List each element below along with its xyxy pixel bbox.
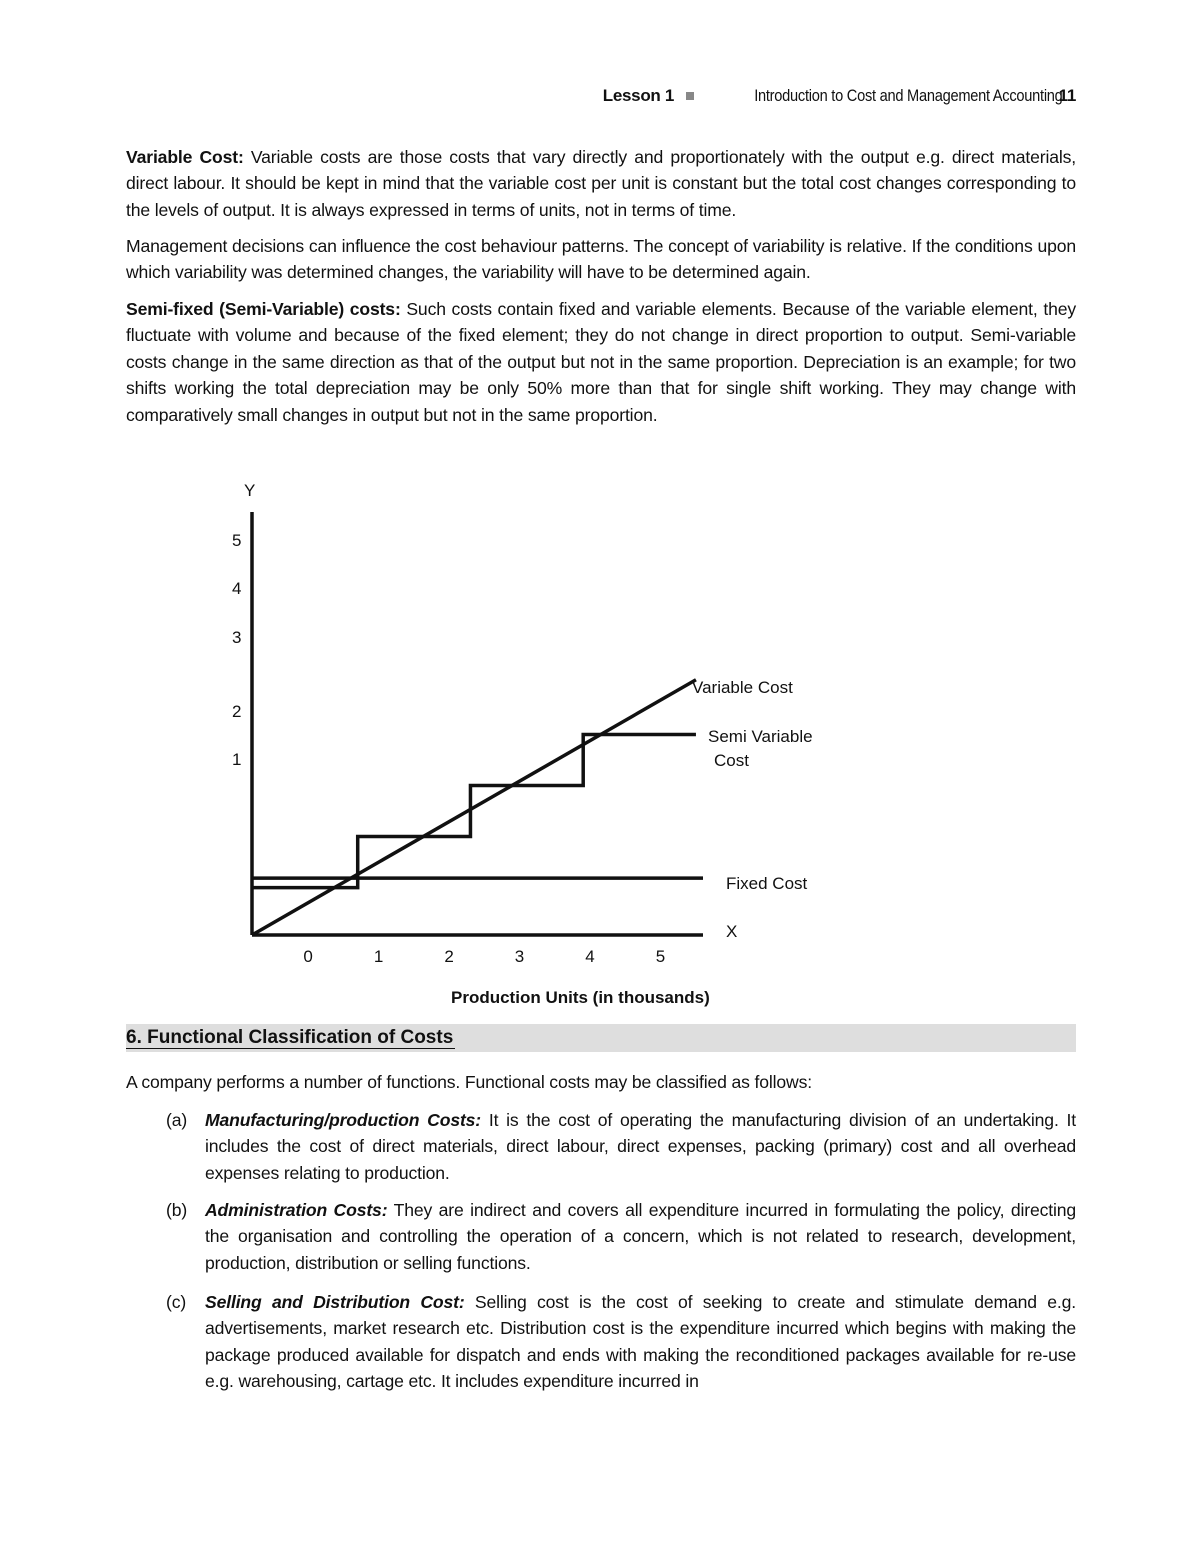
term-variable-cost: Variable Cost: bbox=[126, 147, 244, 167]
chapter-title: Introduction to Cost and Management Accounting bbox=[754, 86, 1063, 105]
cost-behaviour-chart bbox=[126, 470, 1076, 1020]
section-intro-text: A company performs a number of functions. Functional costs may be classified as follows: bbox=[126, 1072, 812, 1092]
list-item bbox=[126, 1197, 1076, 1277]
list-item-term: Selling and Distribution Cost: bbox=[205, 1292, 465, 1312]
list-item-text: It is the cost of operating the manufacturing division of an undertaking. It includes the cost of direct materials, direct labour, direct expenses, packing (primary) cost and all overhead expenses relating to production. bbox=[205, 1110, 1076, 1183]
paragraph-text: Management decisions can influence the cost behaviour patterns. The concept of variability is relative. If the conditions upon which variability was determined changes, the variability will have to be determined again. bbox=[126, 236, 1076, 283]
x-axis-letter: X bbox=[726, 922, 738, 941]
y-axis-letter: Y bbox=[244, 481, 256, 500]
paragraph-semi-fixed bbox=[126, 296, 1076, 428]
square-bullet-icon bbox=[686, 92, 694, 100]
list-item-body bbox=[205, 1107, 1076, 1186]
list-item bbox=[126, 1289, 1076, 1399]
x-tick-label: 5 bbox=[655, 947, 666, 966]
section-heading bbox=[126, 1024, 1076, 1052]
list-marker: (b) bbox=[166, 1200, 188, 1220]
running-header bbox=[603, 86, 1076, 106]
list-item-body bbox=[205, 1197, 1076, 1276]
list-item-body bbox=[205, 1289, 1076, 1395]
x-tick-label: 1 bbox=[373, 947, 384, 966]
label-semi-variable-2: Cost bbox=[714, 751, 749, 770]
x-axis-title: Production Units (in thousands) bbox=[451, 988, 710, 1007]
y-tick-label: 5 bbox=[232, 531, 242, 550]
paragraph-text: Such costs contain fixed and variable elements. Because of the variable element, they fluctuate with volume and because of the fixed element; they do not change in direct proportion to output. Semi-variable costs change in the same direction as that of the output but not in the same proportion. Depreciation is an example; for two shifts working the total depreciation may be only 50% more than that for single shift working. They may change with comparatively small changes in output but not in the same proportion. bbox=[126, 299, 1076, 425]
list-marker: (a) bbox=[166, 1110, 188, 1130]
list-item-text: Selling cost is the cost of seeking to create and stimulate demand e.g. advertisements, market research etc. Distribution cost is the expenditure incurred which begins with making the package produced available for dispatch and ends with making the reconditioned packages available for re-use e.g. warehousing, cartage etc. It includes expenditure incurred in bbox=[205, 1292, 1076, 1392]
list-item-text: They are indirect and covers all expenditure incurred in formulating the policy, directing the organisation and controlling the operation of a concern, which is not related to research, development, production, distribution or selling functions. bbox=[205, 1200, 1076, 1273]
y-tick-label: 2 bbox=[232, 702, 242, 721]
section-heading-text: 6. Functional Classification of Costs bbox=[126, 1027, 454, 1048]
y-tick-label: 3 bbox=[232, 628, 242, 647]
paragraph-text: Variable costs are those costs that vary directly and proportionately with the output e.g. direct materials, direct labour. It should be kept in mind that the variable cost per unit is constant but the total cost changes corresponding to the levels of output. It is always expressed in terms of units, not in terms of time. bbox=[126, 147, 1076, 220]
paragraph-management bbox=[126, 233, 1076, 286]
x-tick-label: 3 bbox=[514, 947, 525, 966]
list-marker: (c) bbox=[166, 1292, 187, 1312]
x-tick-label: 2 bbox=[444, 947, 454, 966]
series-variable-cost bbox=[252, 680, 696, 935]
x-tick-label: 4 bbox=[585, 947, 595, 966]
term-semi-fixed: Semi-fixed (Semi-Variable) costs: bbox=[126, 299, 401, 319]
y-tick-label: 4 bbox=[232, 579, 242, 598]
chart-svg bbox=[126, 470, 1076, 1020]
section-intro bbox=[126, 1069, 1076, 1095]
y-tick-labels bbox=[232, 531, 241, 769]
list-item bbox=[126, 1107, 1076, 1187]
page-number: 11 bbox=[1058, 86, 1076, 105]
series-group bbox=[252, 680, 703, 935]
y-tick-label: 1 bbox=[232, 750, 242, 769]
lesson-label: Lesson 1 bbox=[602, 86, 675, 105]
label-fixed-cost: Fixed Cost bbox=[726, 874, 808, 893]
list-item-term: Administration Costs: bbox=[205, 1200, 388, 1220]
label-variable-cost: Variable Cost bbox=[692, 678, 793, 697]
list-item-term: Manufacturing/production Costs: bbox=[205, 1110, 482, 1130]
x-tick-label: 0 bbox=[303, 947, 313, 966]
x-tick-labels bbox=[303, 947, 665, 966]
label-semi-variable-1: Semi Variable bbox=[708, 727, 813, 746]
series-semi-variable-cost bbox=[252, 734, 696, 887]
paragraph-variable-cost bbox=[126, 144, 1076, 223]
